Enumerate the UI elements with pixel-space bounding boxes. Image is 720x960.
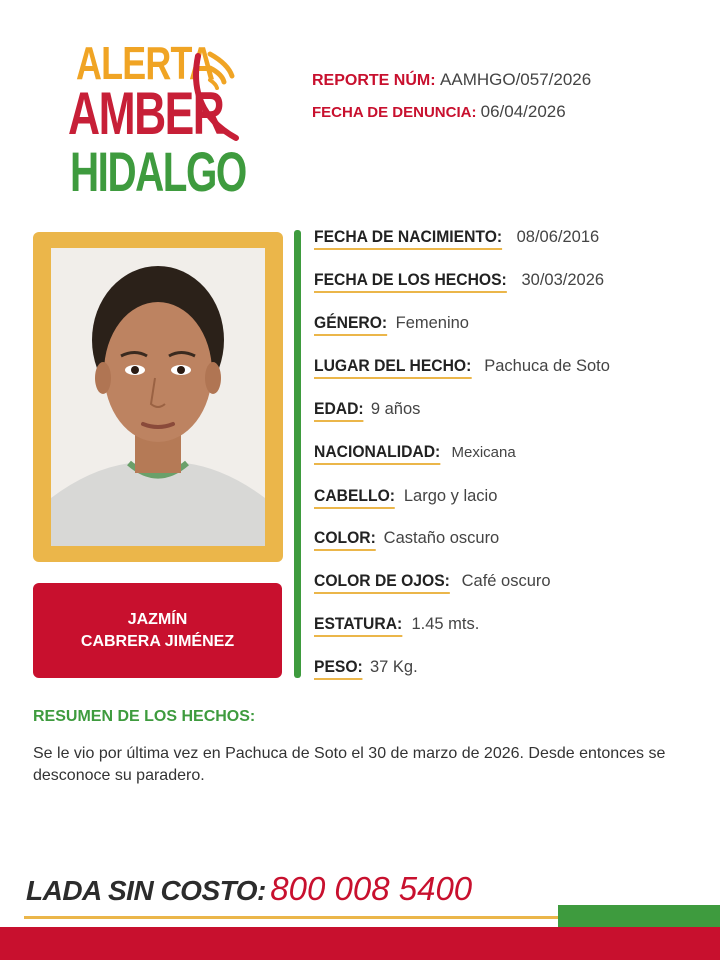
field-value: 08/06/2016 [516, 228, 600, 246]
report-date-value: 06/04/2026 [480, 102, 566, 121]
field-label: NACIONALIDAD: [314, 443, 440, 465]
report-date-label: FECHA DE DENUNCIA: [312, 104, 477, 121]
report-number-value: AAMHGO/057/2026 [440, 70, 592, 89]
field-label: COLOR: [314, 529, 376, 551]
field-value: Femenino [395, 314, 469, 332]
footer-gold-stripe [24, 916, 558, 919]
field-eye-color [314, 572, 551, 594]
field-label: PESO: [314, 658, 363, 680]
field-label: FECHA DE LOS HECHOS: [314, 271, 507, 293]
field-nationality [314, 443, 516, 465]
field-value: 9 años [370, 400, 421, 418]
person-first-name: JAZMÍN [127, 610, 188, 628]
field-age [314, 400, 420, 422]
field-gender [314, 314, 469, 336]
photo-frame [33, 232, 283, 562]
report-number [312, 70, 591, 90]
field-value: 30/03/2026 [521, 271, 605, 289]
footer-red-band [0, 927, 720, 960]
field-label: COLOR DE OJOS: [314, 572, 450, 594]
phone-label: LADA SIN COSTO: [26, 875, 266, 906]
logo-word-amber: AMBER [68, 80, 224, 147]
field-value: Pachuca de Soto [484, 357, 610, 375]
field-label: GÉNERO: [314, 314, 387, 336]
green-divider [294, 230, 301, 678]
amber-alert-logo [66, 37, 256, 205]
footer-green-block [558, 905, 720, 927]
field-event-date [314, 271, 604, 293]
logo-word-alerta: ALERTA [76, 37, 215, 89]
field-value: Mexicana [451, 444, 516, 461]
phone-number[interactable]: 800 008 5400 [270, 870, 473, 907]
field-weight [314, 658, 418, 680]
field-value: 1.45 mts. [411, 615, 480, 633]
field-birth-date [314, 228, 599, 250]
summary-title: RESUMEN DE LOS HECHOS: [33, 708, 256, 725]
field-value: Castaño oscuro [383, 529, 500, 547]
field-label: FECHA DE NACIMIENTO: [314, 228, 502, 250]
logo-word-hidalgo: HIDALGO [70, 140, 246, 203]
field-label: LUGAR DEL HECHO: [314, 357, 471, 379]
field-place [314, 357, 610, 379]
summary-text: Se le vio por última vez en Pachuca de Soto el 30 de marzo de 2026. Desde entonces se desconoce su paradero. [33, 745, 666, 784]
missing-person-photo [51, 248, 265, 546]
report-number-label: REPORTE NÚM: [312, 72, 436, 89]
field-label: CABELLO: [314, 487, 395, 509]
report-date [312, 102, 566, 122]
field-height [314, 615, 479, 637]
signal-waves-icon [190, 46, 250, 146]
field-hair [314, 487, 497, 509]
field-label: ESTATURA: [314, 615, 402, 637]
field-value: Largo y lacio [403, 487, 498, 505]
person-last-name: CABRERA JIMÉNEZ [80, 632, 235, 650]
field-value: 37 Kg. [369, 658, 418, 676]
field-label: EDAD: [314, 400, 364, 422]
person-name-box [33, 583, 282, 678]
toll-free-line [26, 870, 472, 908]
field-hair-color [314, 529, 499, 551]
field-value: Café oscuro [461, 572, 551, 590]
